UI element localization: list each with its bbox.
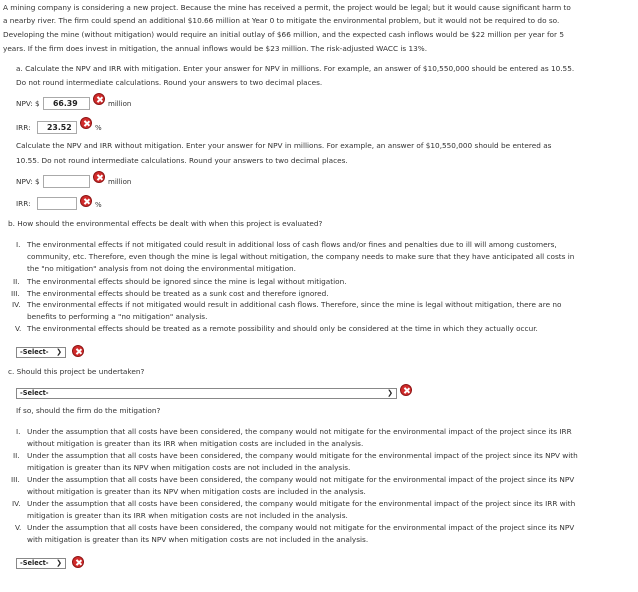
part-c-option-2-line-1: Under the assumption that all costs have been considered, the company would mitigate for the environmental impact of the project since its NPV with [27, 451, 578, 460]
part-c-followup: If so, should the firm do the mitigation? [16, 406, 161, 415]
part-c-question: c. Should this project be undertaken? [8, 367, 145, 376]
error-x-icon [80, 117, 92, 129]
error-x-icon [400, 384, 412, 396]
part-c-mitigation-select[interactable] [16, 558, 66, 569]
part-b-option-3-line-1: The environmental effects should be treated as a sunk cost and therefore ignored. [27, 289, 329, 298]
chevron-down-icon: ❯ [387, 389, 393, 397]
select-value: -Select- [20, 348, 49, 356]
npv2-input[interactable] [43, 175, 90, 188]
part-b-question: b. How should the environmental effects be dealt with when this project is evaluated? [8, 219, 323, 228]
part-c-option-num: V. [15, 523, 22, 532]
error-x-icon [72, 556, 84, 568]
part-a-instructions-2: Do not round intermediate calculations. Round your answers to two decimal places. [16, 78, 323, 87]
part-b-option-4-line-2: benefits to performing a "no mitigation" analysis. [27, 312, 208, 321]
part-c-option-5-line-1: Under the assumption that all costs have been considered, the company would not mitigate for the environmental impact of the project since its NPV [27, 523, 575, 532]
npv2-label: NPV: $ [16, 177, 40, 186]
irr-label: IRR: [16, 123, 31, 132]
part-b-option-num: V. [15, 324, 22, 333]
error-x-icon [72, 345, 84, 357]
select-value: -Select- [20, 389, 49, 397]
part-b-option-num: II. [13, 277, 20, 286]
part-b-option-num: I. [16, 240, 21, 249]
part-c-option-4-line-2: mitigation is greater than its IRR when mitigation costs are not included in the analysis. [27, 511, 348, 520]
part-c-option-2-line-2: mitigation is greater than its NPV when mitigation costs are not included in the analysis. [27, 463, 351, 472]
irr-input[interactable]: 23.52 [37, 121, 77, 134]
part-c-option-num: IV. [12, 499, 21, 508]
intro-line-3: Developing the mine (without mitigation) would require an initial outlay of $66 million, and the expected cash inflows would be $22 million per year for 5 [3, 30, 564, 39]
npv2-unit: million [108, 178, 132, 186]
intro-line-1: A mining company is considering a new project. Because the mine has received a permit, the project would be legal; but it would cause significant harm to [3, 3, 571, 12]
part-b-option-num: III. [11, 289, 20, 298]
part-b-option-5-line-1: The environmental effects should be treated as a remote possibility and should only be considered at the time in which they actually occur. [27, 324, 538, 333]
chevron-down-icon: ❯ [56, 559, 62, 567]
part-c-option-5-line-2: with mitigation is greater than its NPV when mitigation costs are not included in the analysis. [27, 535, 369, 544]
part-c-option-num: I. [16, 427, 21, 436]
irr2-unit: % [95, 201, 102, 209]
part-c-select[interactable] [16, 388, 397, 399]
part-b-option-num: IV. [12, 300, 21, 309]
npv-unit: million [108, 100, 132, 108]
part-b-option-4-line-1: The environmental effects if not mitigated would result in additional cash flows. Therefore, since the mine is legal without mitigation, there are no [27, 300, 562, 309]
error-x-icon [93, 171, 105, 183]
part-c-option-3-line-1: Under the assumption that all costs have been considered, the company would not mitigate for the environmental impact of the project since its NPV [27, 475, 575, 484]
intro-line-2: a nearby river. The firm could spend an additional $10.66 million at Year 0 to mitigate the environmental problem, but it would not be required to do so. [3, 16, 560, 25]
part-c-option-num: II. [13, 451, 20, 460]
npv-input[interactable]: 66.39 [43, 97, 90, 110]
part-b-option-2-line-1: The environmental effects should be ignored since the mine is legal without mitigation. [27, 277, 347, 286]
chevron-down-icon: ❯ [56, 348, 62, 356]
npv-label: NPV: $ [16, 99, 40, 108]
part-c-option-1-line-1: Under the assumption that all costs have been considered, the company would not mitigate for the environmental impact of the project since its IRR [27, 427, 572, 436]
part-b-option-1-line-1: The environmental effects if not mitigated could result in additional loss of cash flows and/or fines and penalties due to ill will among customers, [27, 240, 557, 249]
part-c-option-1-line-2: without mitigation is greater than its IRR when mitigation costs are included in the analysis. [27, 439, 364, 448]
error-x-icon [93, 93, 105, 105]
part-b-select[interactable] [16, 347, 66, 358]
irr2-label: IRR: [16, 199, 31, 208]
part-c-option-num: III. [11, 475, 20, 484]
part-c-option-4-line-1: Under the assumption that all costs have been considered, the company would mitigate for the environmental impact of the project since its IRR with [27, 499, 576, 508]
select-value: -Select- [20, 559, 49, 567]
part-a-instructions2-1: Calculate the NPV and IRR without mitigation. Enter your answer for NPV in millions. For example, an answer of $10,550,000 should be entered as [16, 141, 552, 150]
intro-line-4: years. If the firm does invest in mitigation, the annual inflows would be $23 million. The risk-adjusted WACC is 13%. [3, 44, 428, 53]
irr2-input[interactable] [37, 197, 77, 210]
error-x-icon [80, 195, 92, 207]
part-b-option-1-line-3: the "no mitigation" analysis from not doing the environmental mitigation. [27, 264, 296, 273]
irr-unit: % [95, 124, 102, 132]
part-a-instructions2-2: 10.55. Do not round intermediate calculations. Round your answers to two decimal places. [16, 156, 348, 165]
part-c-option-3-line-2: without mitigation is greater than its NPV when mitigation costs are included in the analysis. [27, 487, 366, 496]
part-a-instructions-1: a. Calculate the NPV and IRR with mitigation. Enter your answer for NPV in millions. For example, an answer of $10,550,000 should be entered as 10.55. [16, 64, 575, 73]
part-b-option-1-line-2: community, etc. Therefore, even though the mine is legal without mitigation, the company needs to make sure that they have anticipated all costs in [27, 252, 575, 261]
